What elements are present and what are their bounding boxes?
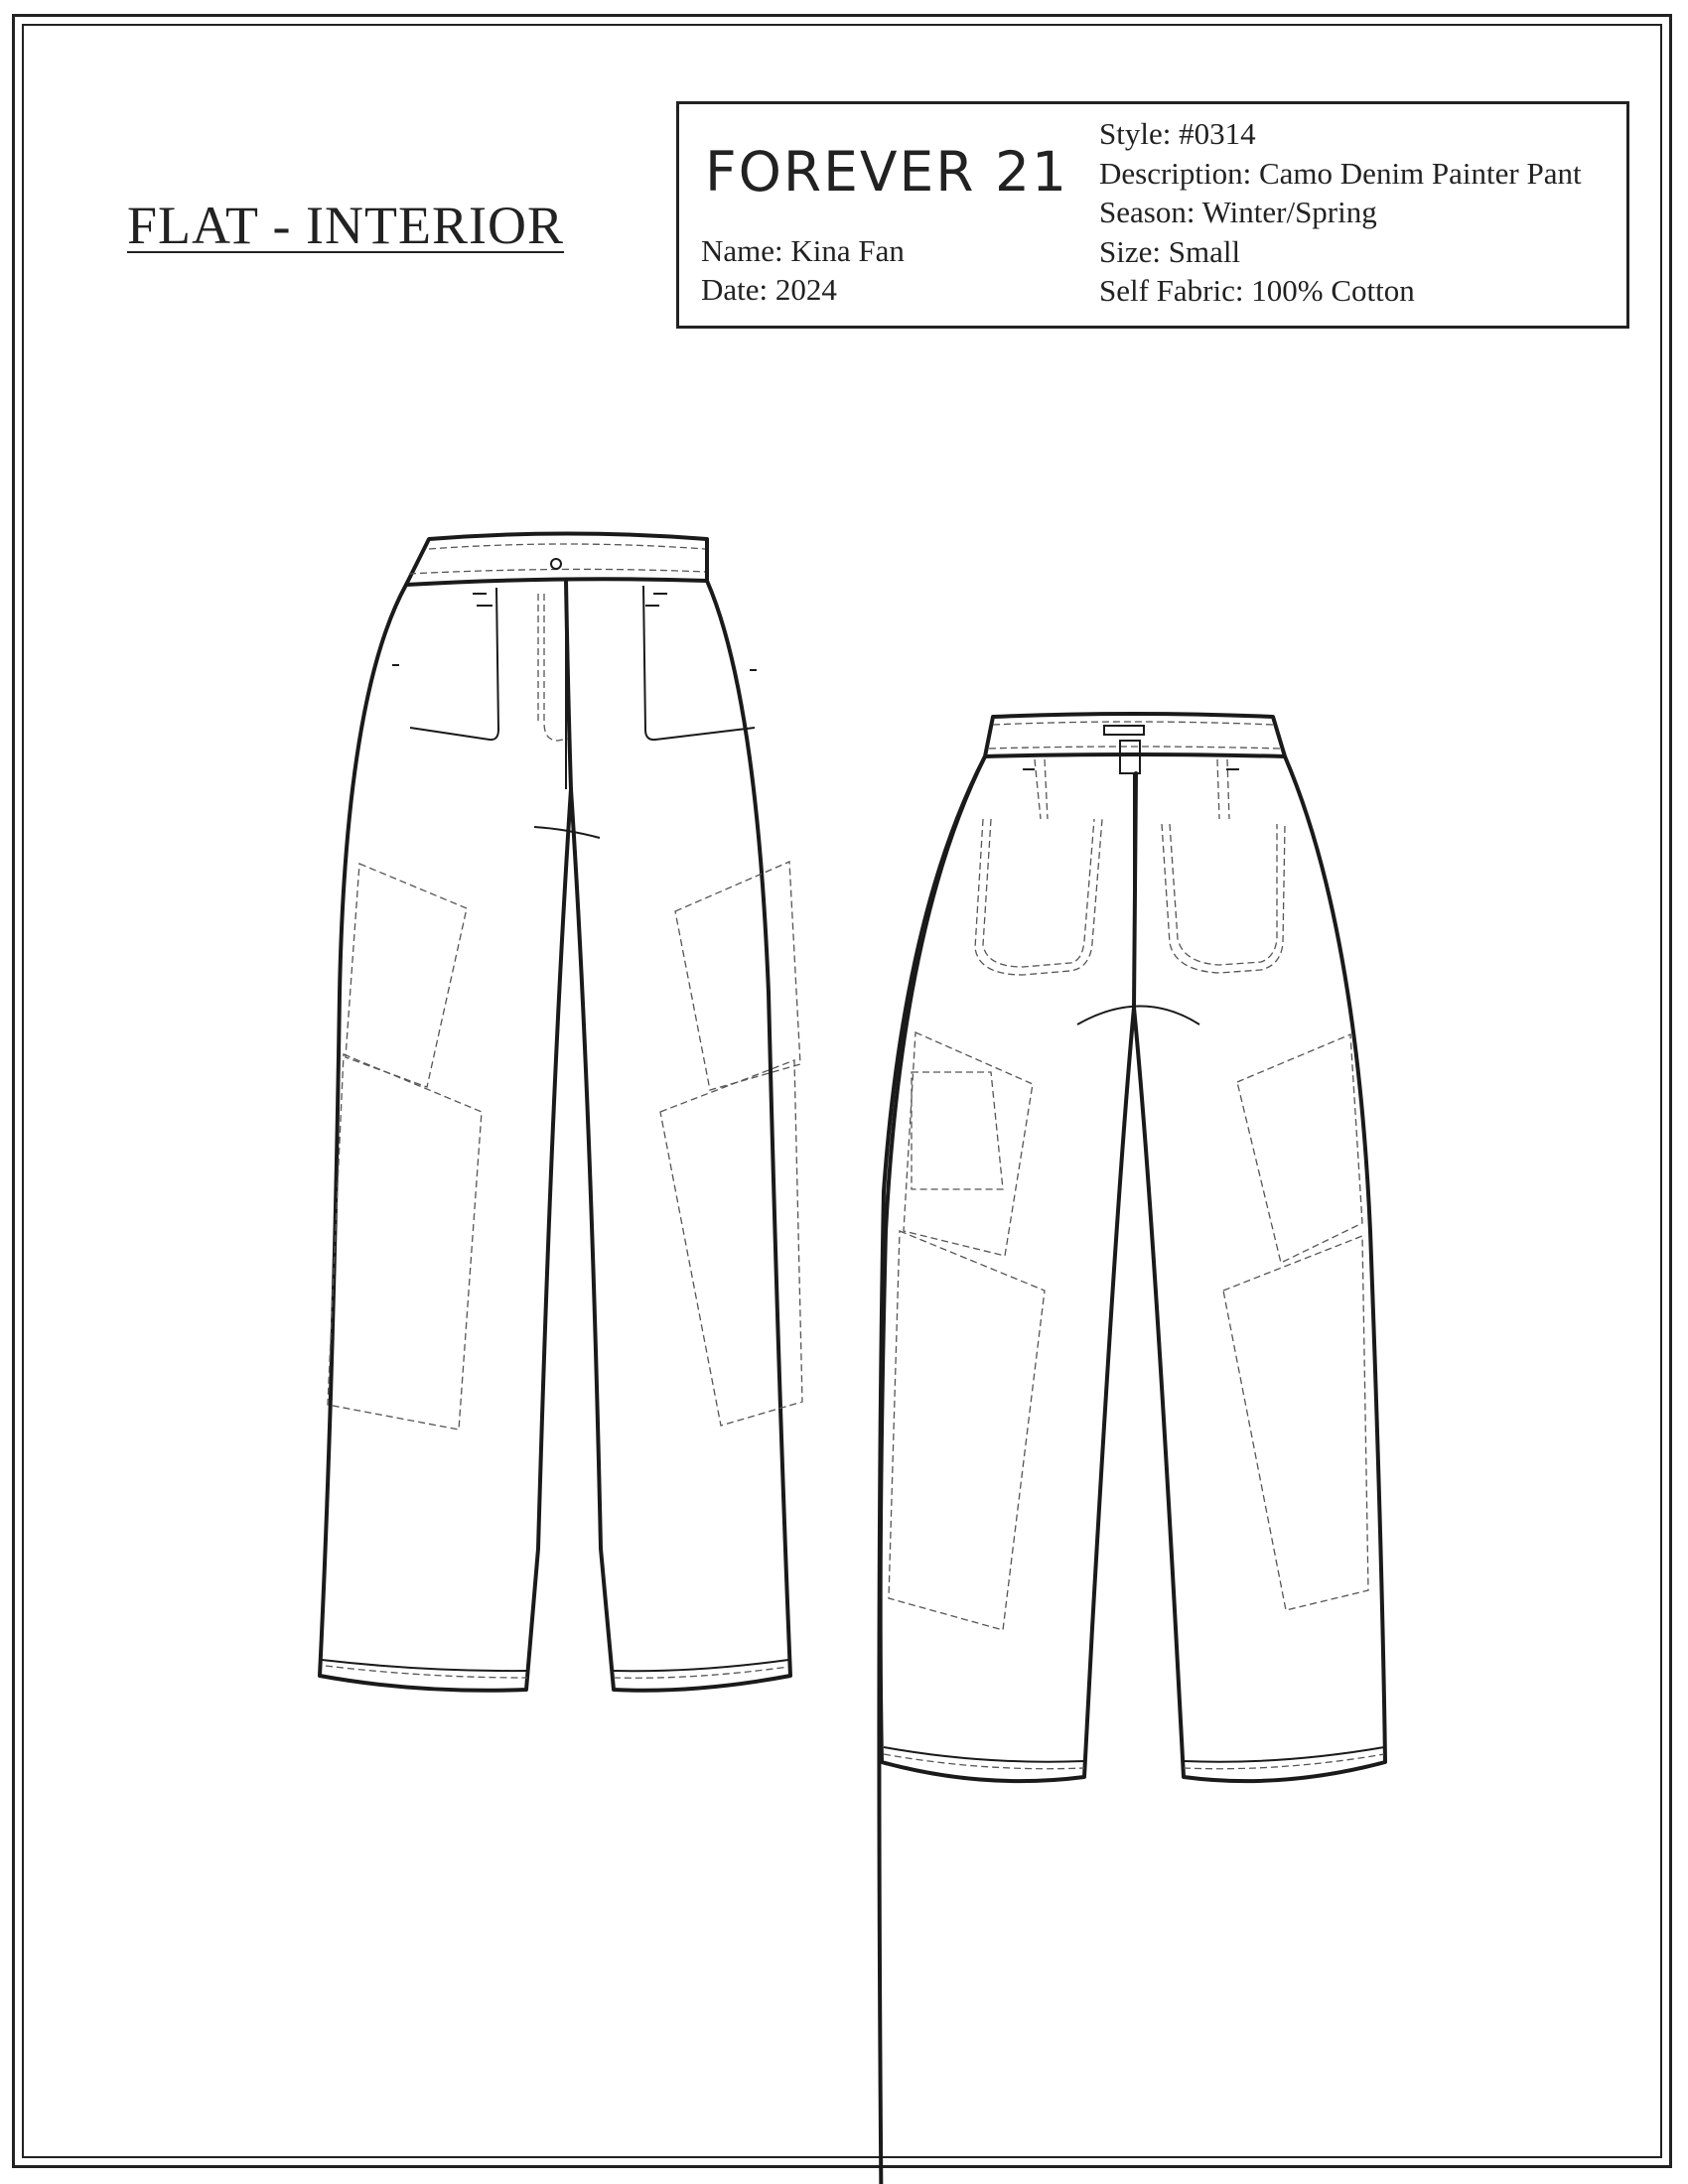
brand-logo-text: FOREVER 21 bbox=[705, 140, 1068, 204]
back-left-dart bbox=[1035, 759, 1048, 819]
front-right-bartack bbox=[645, 594, 757, 670]
front-view-pants bbox=[320, 534, 802, 1691]
back-left-patch-box bbox=[912, 1072, 1003, 1189]
back-left-pocket-inner bbox=[983, 819, 1094, 967]
spec-date: Date: 2024 bbox=[701, 272, 837, 307]
back-left-pocket bbox=[975, 819, 1102, 975]
back-right-hem bbox=[1184, 1747, 1384, 1762]
back-right-leg-body bbox=[1134, 756, 1385, 1781]
back-left-leg-body bbox=[881, 756, 1136, 1781]
front-left-pocket-opening bbox=[410, 588, 498, 740]
garment-size: Size: Small bbox=[1099, 233, 1241, 269]
back-view-pants bbox=[879, 714, 1385, 2184]
designer-name: Name: Kina Fan bbox=[701, 233, 905, 268]
front-fly-stitch bbox=[544, 594, 568, 741]
back-left-patch-upper bbox=[904, 1032, 1033, 1256]
front-left-bartack bbox=[392, 594, 492, 665]
front-right-pocket-opening bbox=[643, 586, 755, 740]
back-right-pocket bbox=[1162, 824, 1285, 973]
garment-season: Season: Winter/Spring bbox=[1099, 195, 1377, 229]
back-right-patch-lower bbox=[1223, 1236, 1368, 1610]
front-waistband-stitch bbox=[429, 544, 705, 549]
front-waistband-stitch-lower bbox=[409, 569, 705, 574]
back-seat-curve bbox=[1077, 1007, 1199, 1025]
back-waistband-stitch-lower bbox=[989, 747, 1281, 749]
back-belt-loop bbox=[1120, 741, 1140, 773]
front-left-patch-lower bbox=[328, 1054, 482, 1430]
back-brand-label bbox=[1104, 726, 1144, 735]
page-title: FLAT - INTERIOR bbox=[127, 196, 564, 255]
back-left-hem bbox=[884, 1747, 1084, 1762]
front-left-patch-upper bbox=[346, 864, 467, 1087]
garment-description: Description: Camo Denim Painter Pant bbox=[1099, 155, 1582, 191]
style-number: Style: #0314 bbox=[1099, 116, 1256, 151]
self-fabric: Self Fabric: 100% Cotton bbox=[1099, 273, 1415, 308]
front-button bbox=[551, 559, 561, 569]
back-right-pocket-inner bbox=[1170, 824, 1277, 965]
front-right-patch-upper bbox=[675, 862, 800, 1090]
front-right-hem bbox=[614, 1660, 788, 1671]
back-left-patch-lower bbox=[889, 1231, 1045, 1630]
back-right-patch-upper bbox=[1237, 1034, 1362, 1263]
front-left-leg-outline bbox=[320, 581, 571, 1691]
front-right-leg-outline bbox=[571, 581, 790, 1691]
back-left-leg-outline bbox=[879, 756, 985, 2184]
back-waistband-stitch bbox=[993, 722, 1273, 725]
